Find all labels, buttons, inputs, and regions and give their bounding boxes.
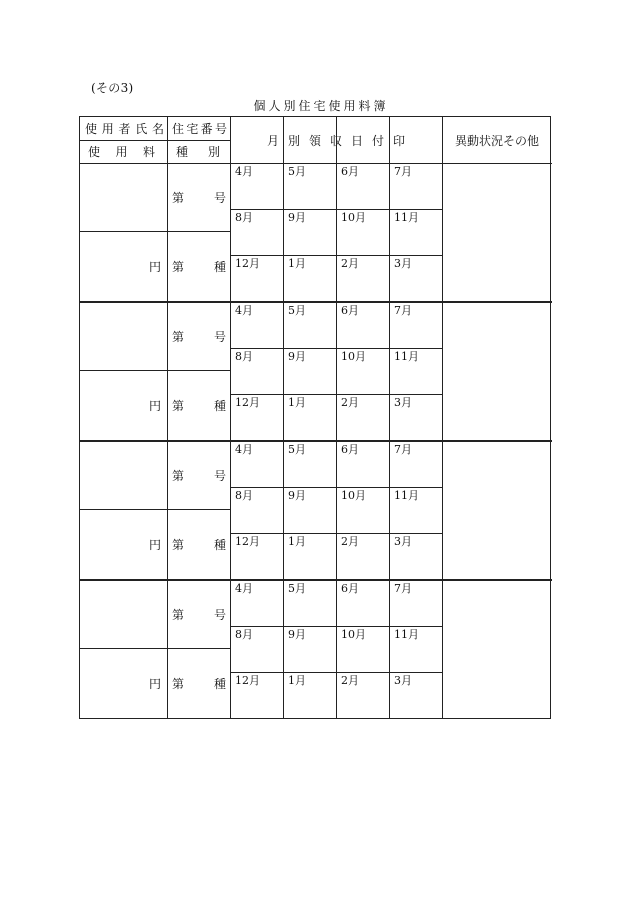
month-cell: 11月 xyxy=(394,628,419,641)
month-cell: 6月 xyxy=(341,582,359,595)
go-label: 号 xyxy=(213,468,226,483)
house-number-cell xyxy=(167,163,230,231)
document-title: 個人別住宅使用料簿 xyxy=(253,99,389,113)
month-cell: 9月 xyxy=(288,628,306,641)
month-cell: 8月 xyxy=(235,350,253,363)
month-cell: 12月 xyxy=(235,674,260,687)
month-cell: 1月 xyxy=(288,535,306,548)
month-cell: 3月 xyxy=(394,396,412,409)
month-cell: 8月 xyxy=(235,628,253,641)
dai-label: 第 xyxy=(172,190,185,205)
dai-label: 第 xyxy=(172,468,185,483)
go-label: 号 xyxy=(213,190,226,205)
month-cell: 7月 xyxy=(394,443,412,456)
house-number-cell xyxy=(167,302,230,370)
header-type: 種 別 xyxy=(176,145,220,159)
house-number-cell xyxy=(167,441,230,509)
month-cell: 2月 xyxy=(341,535,359,548)
month-cell: 4月 xyxy=(235,443,253,456)
month-cell: 3月 xyxy=(394,674,412,687)
month-cell: 7月 xyxy=(394,304,412,317)
header-divider xyxy=(80,140,230,141)
month-cell: 4月 xyxy=(235,582,253,595)
month-cell: 10月 xyxy=(341,350,366,363)
month-cell: 6月 xyxy=(341,443,359,456)
month-cell: 5月 xyxy=(288,443,306,456)
dai-label: 第 xyxy=(172,260,185,274)
month-cell: 9月 xyxy=(288,211,306,224)
header-user-name: 使 用 者 氏 名 xyxy=(85,122,164,136)
month-cell: 7月 xyxy=(394,165,412,178)
shu-label: 種 xyxy=(213,399,226,413)
month-cell: 11月 xyxy=(394,489,419,502)
month-cell: 6月 xyxy=(341,304,359,317)
month-cell: 1月 xyxy=(288,396,306,409)
shu-label: 種 xyxy=(213,538,226,552)
dai-label: 第 xyxy=(172,399,185,413)
month-cell: 8月 xyxy=(235,489,253,502)
dai-label: 第 xyxy=(172,329,185,344)
header-usage-fee: 使 用 料 xyxy=(88,145,155,159)
document-note: (その3) xyxy=(91,81,134,95)
month-cell: 1月 xyxy=(288,257,306,270)
month-cell: 10月 xyxy=(341,628,366,641)
month-cell: 7月 xyxy=(394,582,412,595)
dai-label: 第 xyxy=(172,607,185,622)
month-cell: 12月 xyxy=(235,257,260,270)
header-house-number: 住 宅 番 号 xyxy=(172,122,227,136)
usage-fee-cell: 円 xyxy=(148,260,161,274)
month-cell: 4月 xyxy=(235,165,253,178)
month-cell: 6月 xyxy=(341,165,359,178)
month-cell: 11月 xyxy=(394,211,419,224)
month-cell: 9月 xyxy=(288,350,306,363)
month-cell: 2月 xyxy=(341,257,359,270)
month-cell: 10月 xyxy=(341,489,366,502)
month-cell: 10月 xyxy=(341,211,366,224)
house-number-cell xyxy=(167,580,230,648)
month-cell: 3月 xyxy=(394,257,412,270)
month-cell: 9月 xyxy=(288,489,306,502)
dai-label: 第 xyxy=(172,538,185,552)
go-label: 号 xyxy=(213,607,226,622)
type-cell xyxy=(167,231,230,302)
month-cell: 5月 xyxy=(288,304,306,317)
header-remarks: 異動状況その他 xyxy=(454,133,539,148)
month-cell: 1月 xyxy=(288,674,306,687)
ledger-table xyxy=(79,116,551,719)
dai-label: 第 xyxy=(172,677,185,691)
month-cell: 2月 xyxy=(341,674,359,687)
type-cell xyxy=(167,509,230,580)
month-cell: 4月 xyxy=(235,304,253,317)
month-cell: 12月 xyxy=(235,396,260,409)
month-cell: 5月 xyxy=(288,582,306,595)
shu-label: 種 xyxy=(213,260,226,274)
usage-fee-cell: 円 xyxy=(148,399,161,413)
month-cell: 8月 xyxy=(235,211,253,224)
month-cell: 3月 xyxy=(394,535,412,548)
type-cell xyxy=(167,648,230,719)
shu-label: 種 xyxy=(213,677,226,691)
usage-fee-cell: 円 xyxy=(148,677,161,691)
header-monthly-stamp: 月別領収日付印 xyxy=(266,133,414,148)
type-cell xyxy=(167,370,230,441)
month-cell: 5月 xyxy=(288,165,306,178)
column-divider xyxy=(442,117,443,718)
usage-fee-cell: 円 xyxy=(148,538,161,552)
month-cell: 11月 xyxy=(394,350,419,363)
month-cell: 12月 xyxy=(235,535,260,548)
go-label: 号 xyxy=(213,329,226,344)
month-cell: 2月 xyxy=(341,396,359,409)
